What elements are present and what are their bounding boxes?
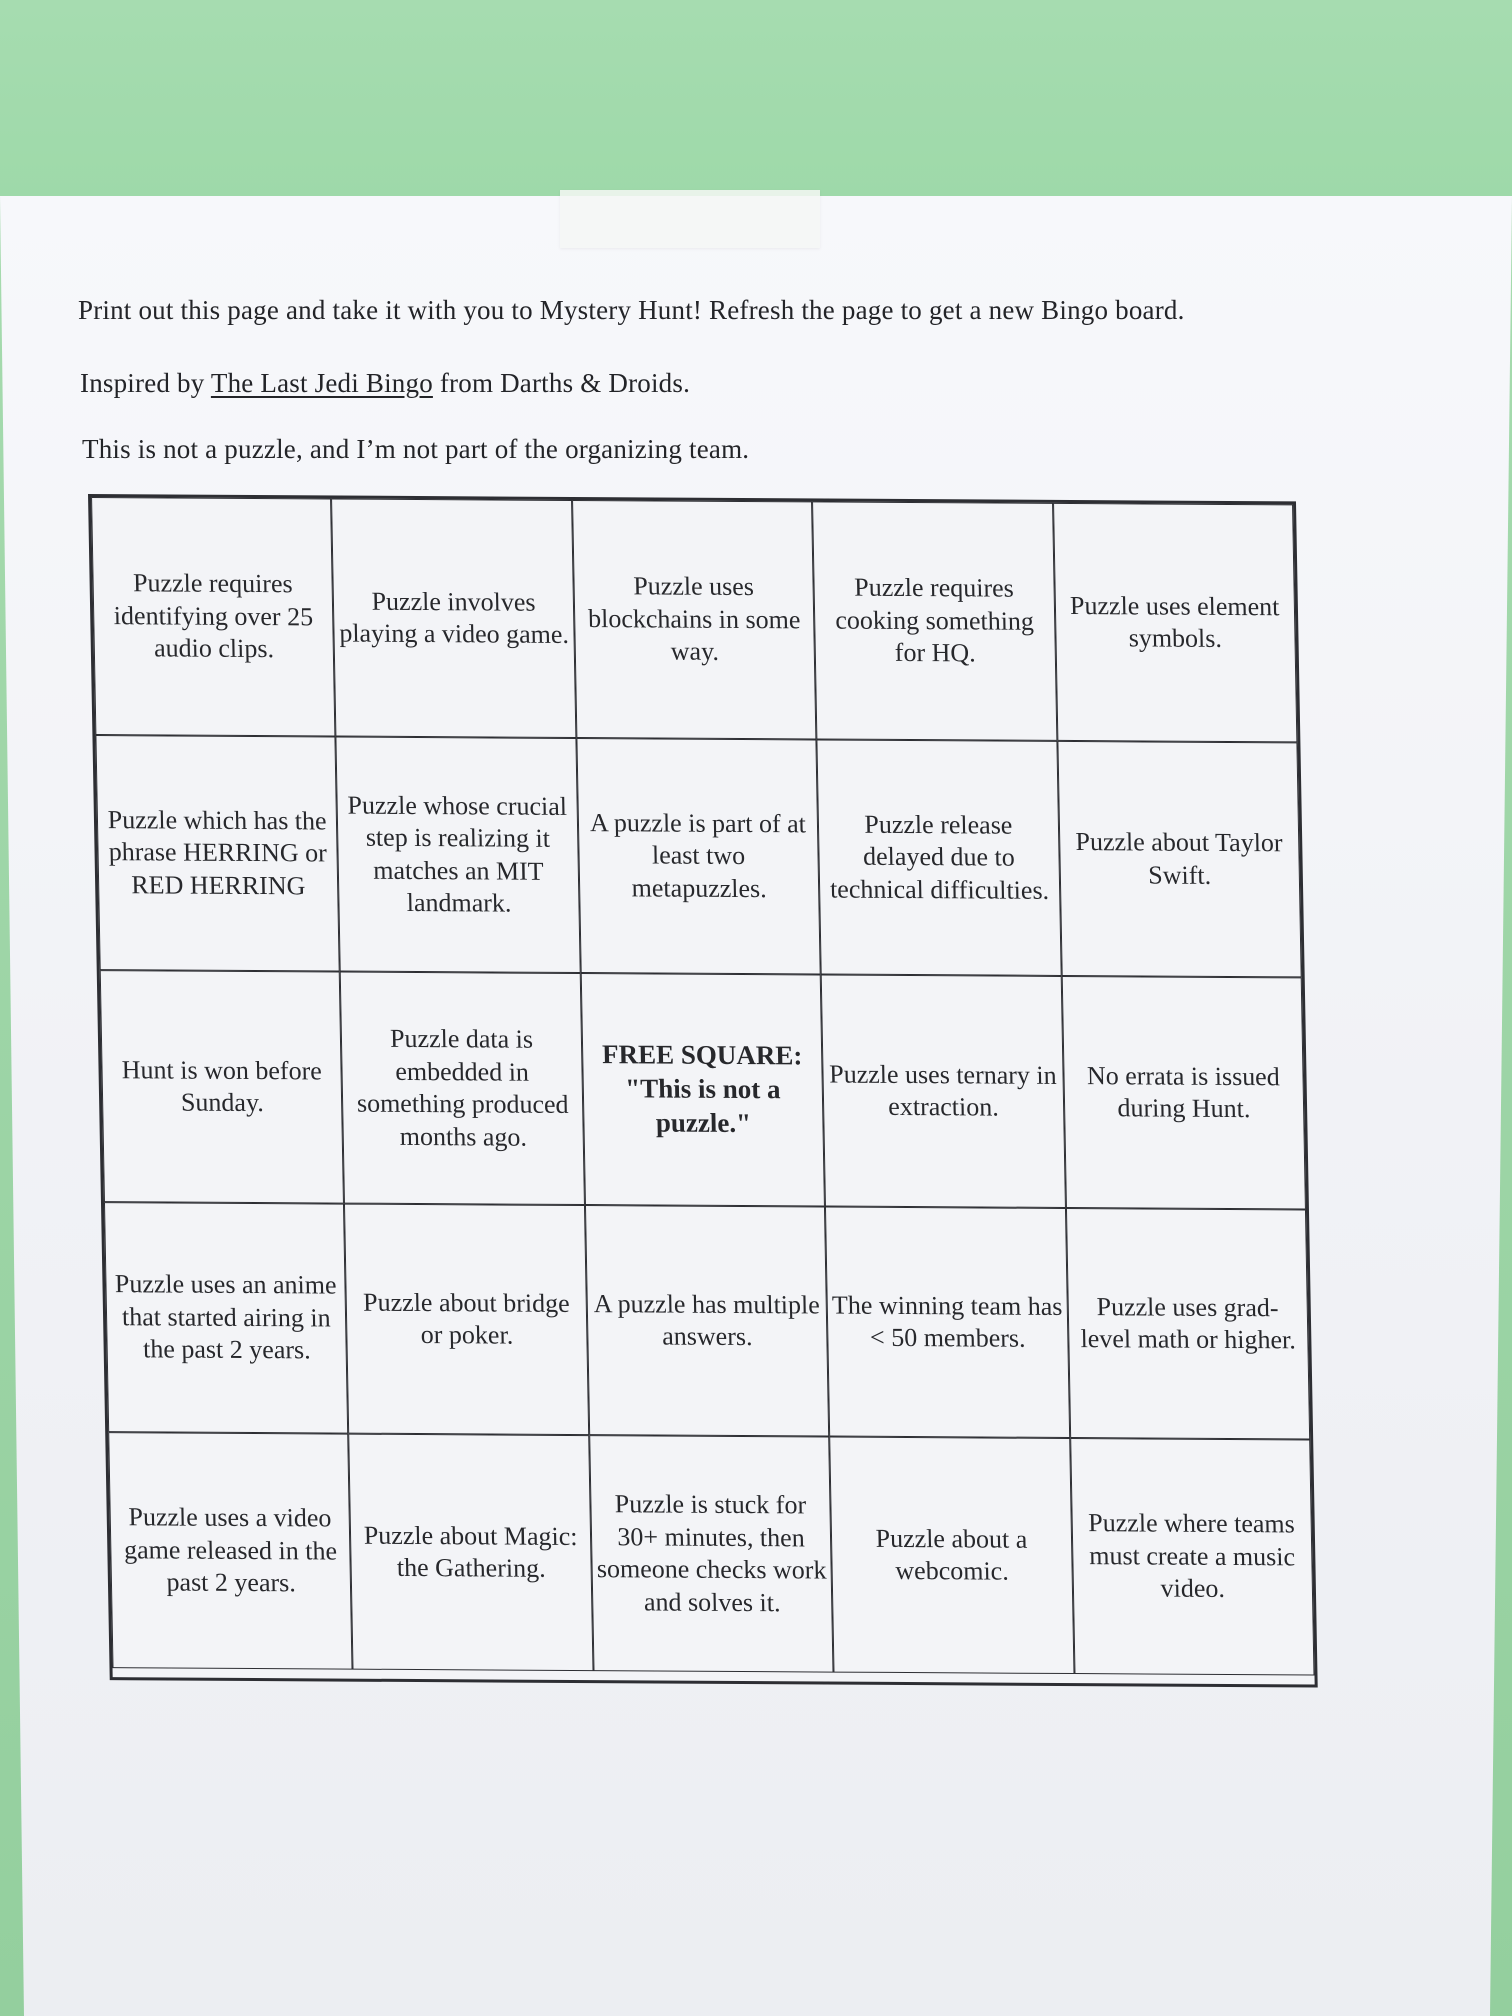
- inspired-prefix: Inspired by: [80, 368, 211, 398]
- bingo-cell: Puzzle requires cooking something for HQ.: [812, 501, 1057, 740]
- bingo-cell: Puzzle which has the phrase HERRING or RED HERRING: [95, 735, 340, 971]
- bingo-cell: Puzzle about Taylor Swift.: [1057, 741, 1302, 977]
- bingo-cell: Puzzle involves playing a video game.: [331, 498, 576, 737]
- bingo-cell: Puzzle data is embedded in something produced months ago.: [340, 972, 585, 1205]
- bingo-cell: No errata is issued during Hunt.: [1061, 976, 1306, 1209]
- bingo-cell: Puzzle uses element symbols.: [1053, 503, 1298, 742]
- inspired-suffix: from Darths & Droids.: [432, 368, 691, 398]
- bingo-cell: A puzzle has multiple answers.: [585, 1205, 830, 1436]
- free-square-cell: FREE SQUARE: "This is not a puzzle.": [581, 973, 826, 1206]
- bingo-cell: Puzzle about bridge or poker.: [344, 1204, 589, 1435]
- tape-strip: [560, 190, 820, 248]
- bingo-cell: Puzzle uses ternary in extraction.: [821, 974, 1066, 1207]
- bingo-cell: Puzzle about a webcomic.: [829, 1437, 1074, 1674]
- bingo-cell: The winning team has < 50 members.: [825, 1207, 1070, 1438]
- last-jedi-bingo-link[interactable]: The Last Jedi Bingo: [210, 368, 433, 398]
- bingo-cell: Puzzle requires identifying over 25 audio clips.: [91, 497, 336, 736]
- bingo-cell: Puzzle uses a video game released in the past 2 years.: [108, 1432, 353, 1669]
- bingo-cell: A puzzle is part of at least two metapuzzles.: [576, 738, 821, 974]
- bingo-cell: Puzzle uses blockchains in some way.: [572, 500, 817, 739]
- bingo-cell: Puzzle about Magic: the Gathering.: [349, 1434, 594, 1671]
- green-wall: [0, 0, 1512, 200]
- bingo-cell: Puzzle release delayed due to technical difficulties.: [817, 739, 1062, 975]
- bingo-cell: Hunt is won before Sunday.: [100, 970, 345, 1203]
- bingo-board: [88, 494, 1318, 1688]
- intro-line-print: Print out this page and take it with you to Mystery Hunt! Refresh the page to get a new Bingo board.: [78, 295, 1185, 325]
- bingo-cell: Puzzle uses an anime that started airing in the past 2 years.: [104, 1202, 349, 1433]
- bingo-cell: Puzzle where teams must create a music video.: [1070, 1438, 1315, 1675]
- intro-line-inspired: [80, 368, 690, 399]
- bingo-cell: Puzzle uses grad-level math or higher.: [1066, 1208, 1311, 1439]
- intro-line-disclaimer: This is not a puzzle, and I’m not part of the organizing team.: [82, 434, 750, 464]
- bingo-cell: Puzzle whose crucial step is realizing it matches an MIT landmark.: [336, 737, 581, 973]
- bingo-cell: Puzzle is stuck for 30+ minutes, then someone checks work and solves it.: [589, 1435, 834, 1672]
